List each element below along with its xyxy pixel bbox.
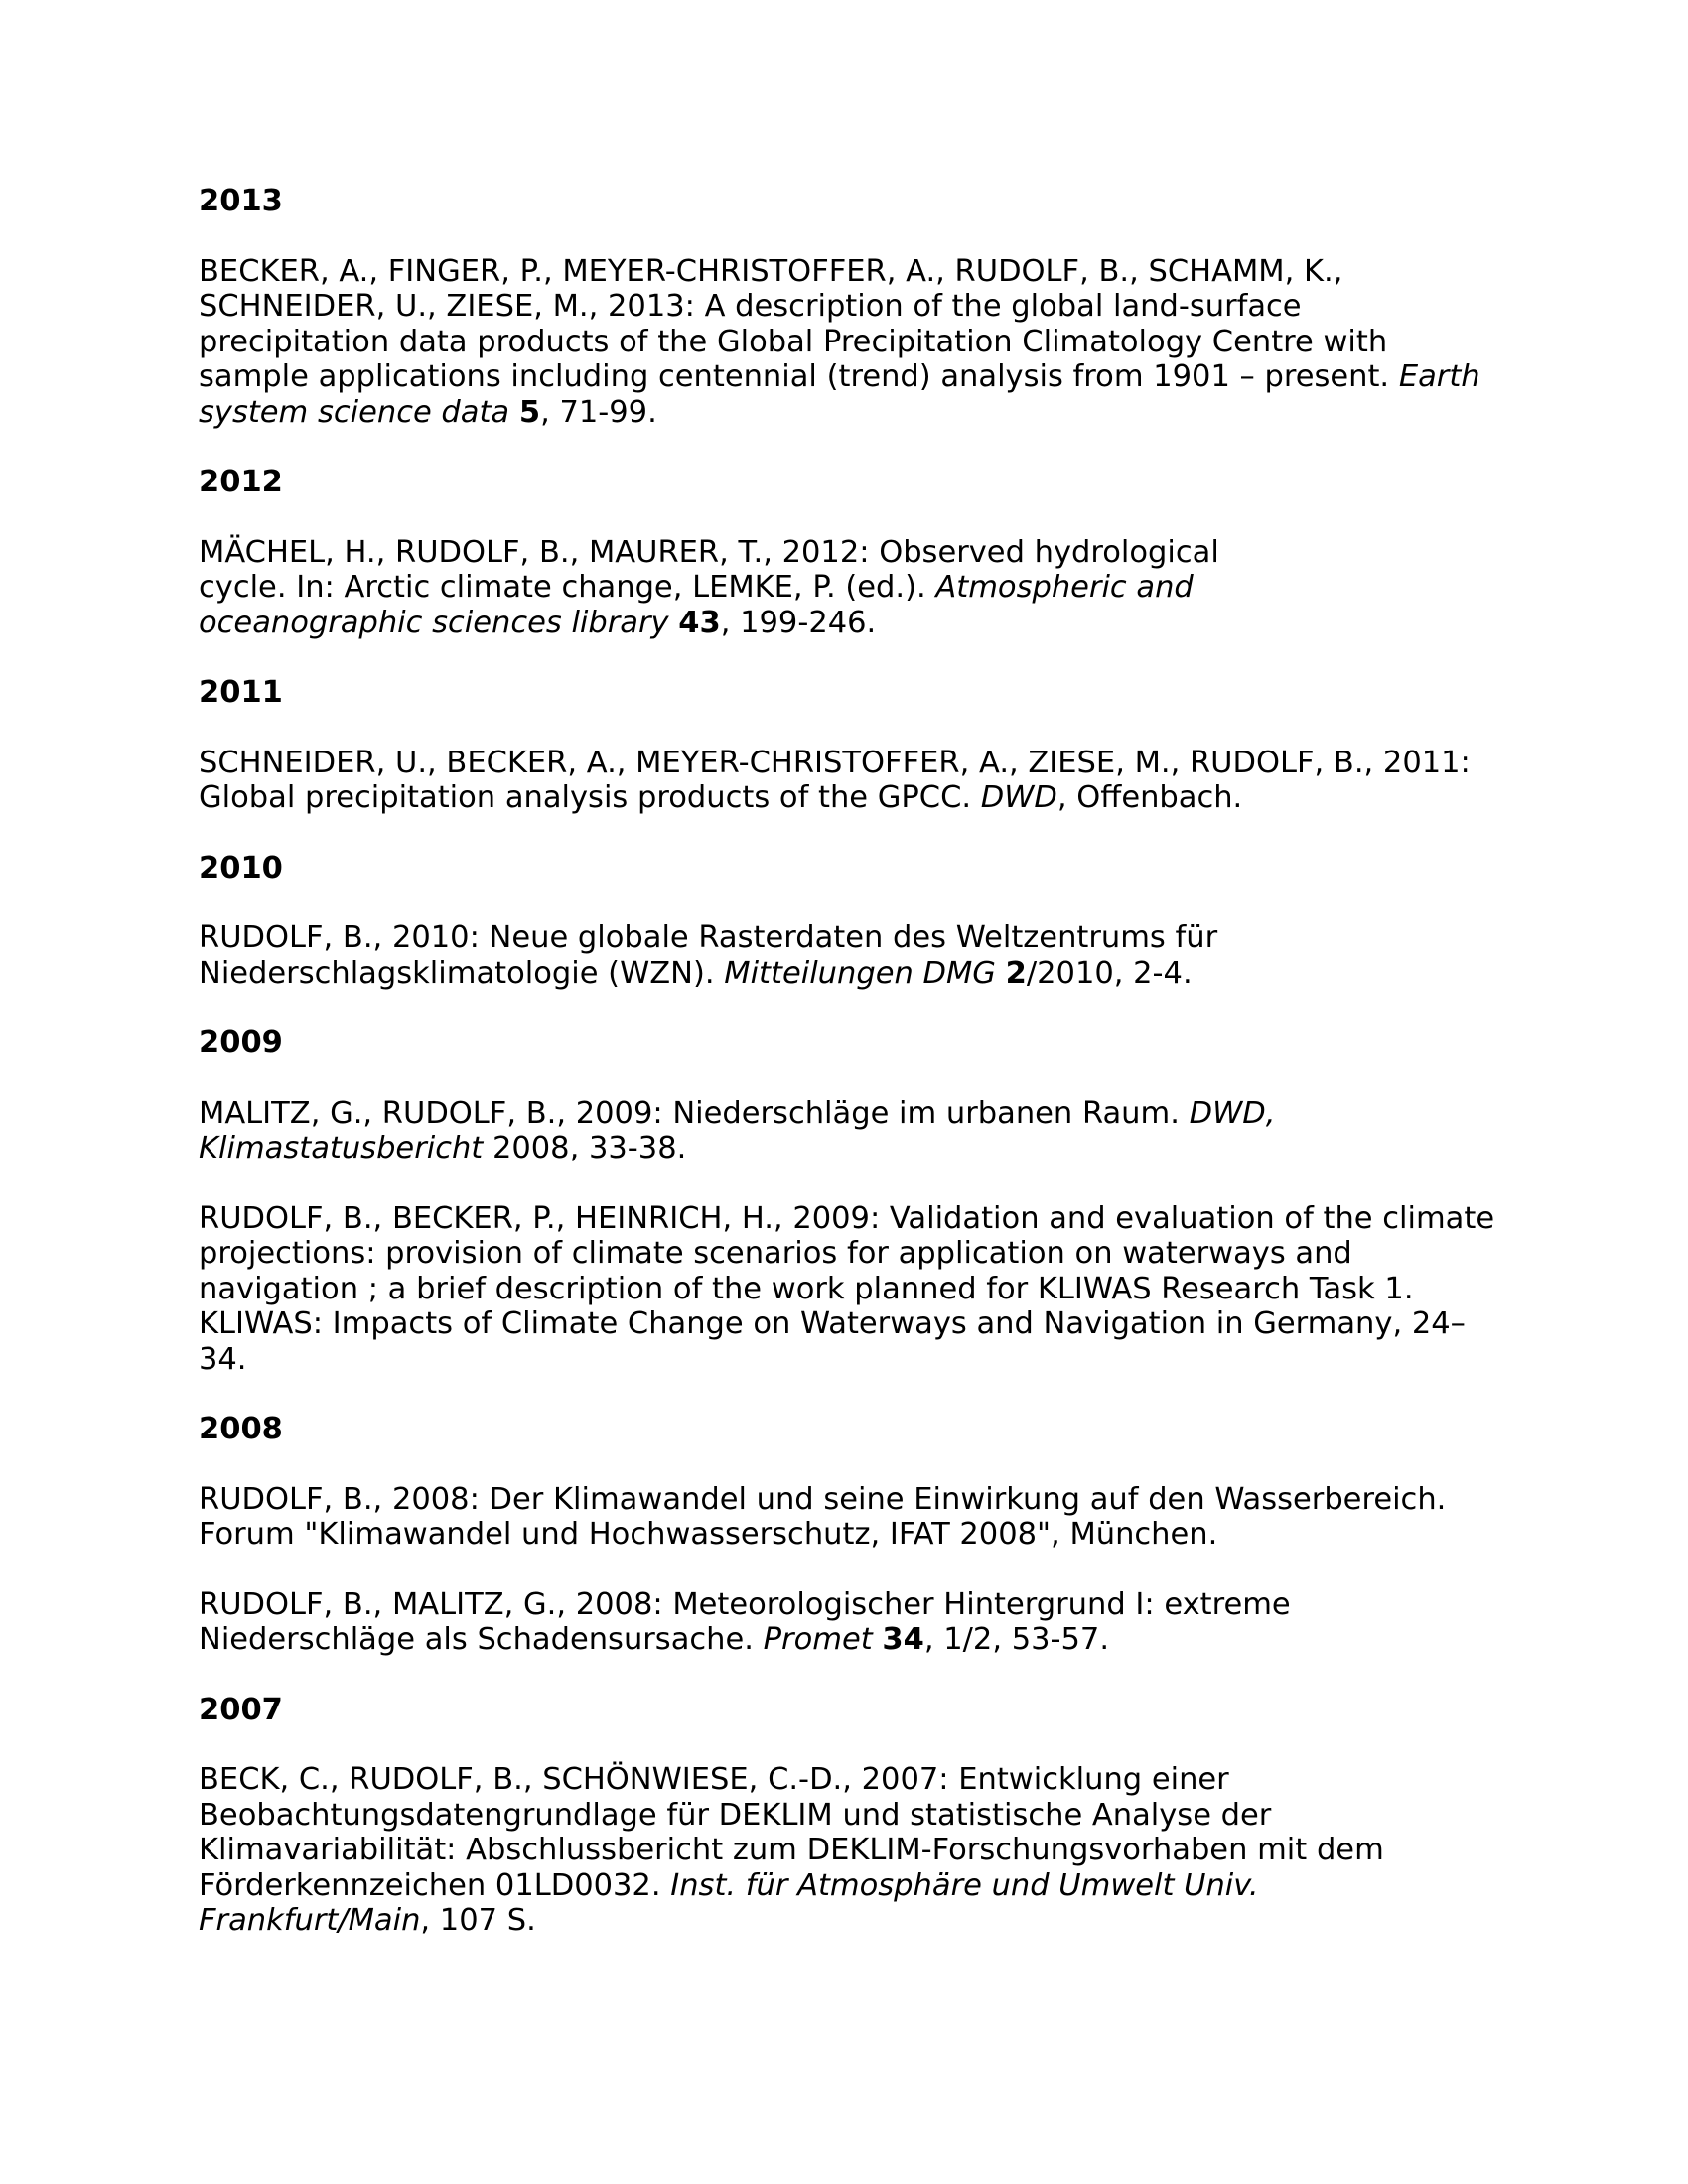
section-2011 [199,675,1499,816]
ref-text: RUDOLF, B., 2010: Neue globale Rasterdaten des Weltzentrums für Niederschlagsklimatologie (WZN). [199,920,1218,991]
ref-text: RUDOLF, B., MALITZ, G., 2008: Meteorologischer Hintergrund I: extreme Niederschläge als Schadensursache. [199,1586,1291,1657]
ref-text [873,1622,883,1657]
reference-entry [199,1096,1281,1166]
ref-pages: , 71-99. [540,394,657,430]
ref-journal: Mitteilungen DMG [724,955,996,991]
year-heading: 2010 [199,850,283,886]
year-heading: 2012 [199,465,283,499]
section-2012 [199,465,1499,640]
ref-text: , Offenbach. [1056,780,1243,815]
ref-text [509,395,519,430]
ref-text: MALITZ, G., RUDOLF, B., 2009: Niederschläge im urbanen Raum. [199,1095,1190,1131]
year-heading: 2007 [199,1692,283,1727]
year-heading: 2013 [199,184,283,218]
publication-list [199,184,1499,1974]
ref-pages: , 1/2, 53-57. [923,1622,1110,1657]
ref-pages: /2010, 2-4. [1026,955,1193,991]
ref-journal: Promet [763,1622,873,1657]
ref-text: RUDOLF, B., BECKER, P., HEINRICH, H., 2009: Validation and evaluation of the climate projections: provision of climate scenarios for application on waterways and navigation ; a brief description of the work planned for KLIWAS Research Task 1. KLIWAS: Impacts of Climate Change on Waterways and Navigation in Germany, 24–34. [199,1200,1495,1377]
ref-pages: , 199-246. [720,605,877,640]
section-2007 [199,1693,1499,1939]
reference-entry [199,254,1489,431]
ref-pages: , 107 S. [420,1903,536,1938]
ref-text [996,956,1006,991]
ref-journal: Earth system science data [199,359,1480,430]
section-2008 [199,1412,1499,1658]
ref-volume: 34 [882,1622,924,1657]
ref-journal: DWD, Klimastatusbericht [199,1095,1276,1165]
year-heading: 2009 [199,1025,283,1060]
ref-volume: 2 [1005,955,1027,991]
section-2013 [199,184,1499,430]
ref-text: SCHNEIDER, U., BECKER, A., MEYER-CHRISTOFFER, A., ZIESE, M., RUDOLF, B., 2011: Global precipitation analysis products of the GPCC. [199,745,1471,815]
ref-publisher: DWD [980,780,1057,815]
section-2010 [199,851,1499,992]
ref-pages: 2008, 33-38. [483,1131,687,1165]
reference-entry [199,920,1251,991]
reference-entry [199,1201,1499,1378]
ref-text: BECK, C., RUDOLF, B., SCHÖNWIESE, C.-D., 2007: Entwicklung einer Beobachtungsdatengrundlage für DEKLIM und statistische Analyse der Klimavariabilität: Abschlussbericht zum DEKLIM-Forschungsvorhaben mit dem Förderkennzeichen 01LD0032. [199,1762,1384,1903]
ref-volume: 43 [678,605,721,640]
reference-entry [199,1762,1390,1939]
reference-entry [199,1482,1470,1553]
ref-text: RUDOLF, B., 2008: Der Klimawandel und seine Einwirkung auf den Wasserbereich. Forum "Klimawandel und Hochwasserschutz, IFAT 2008", München. [199,1481,1447,1552]
ref-text: BECKER, A., FINGER, P., MEYER-CHRISTOFFER, A., RUDOLF, B., SCHAMM, K., SCHNEIDER, U., ZIESE, M., 2013: A description of the global land-surface precipitation data products of the Global Precipitation Climatology Centre with sample applications including centennial (trend) analysis from 1901 – present. [199,253,1399,394]
ref-publisher: Inst. für Atmosphäre und Umwelt Univ. Frankfurt/Main [199,1867,1259,1938]
ref-text: MÄCHEL, H., RUDOLF, B., MAURER, T., 2012: Observed hydrological cycle. In: Arctic climate change, LEMKE, P. (ed.). [199,534,1219,605]
reference-entry [199,1587,1291,1658]
year-heading: 2011 [199,675,283,710]
ref-text [669,606,679,640]
section-2009 [199,1025,1499,1377]
ref-volume: 5 [518,394,541,430]
reference-entry [199,535,1251,641]
reference-entry [199,746,1499,816]
year-heading: 2008 [199,1412,283,1446]
ref-journal: Atmospheric and oceanographic sciences library [199,570,1194,640]
